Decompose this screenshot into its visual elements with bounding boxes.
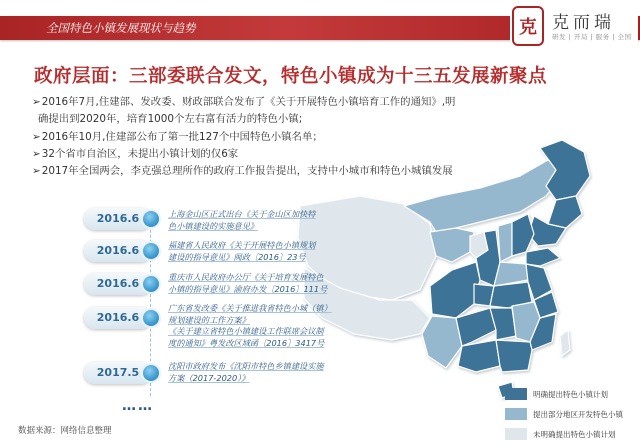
map-region-taiwan: [560, 330, 570, 356]
legend-label: 未明确提出特色小镇计划: [533, 430, 616, 439]
timeline-date: 2016.6: [84, 208, 152, 230]
timeline-entry: [168, 303, 378, 349]
timeline-entry-line: 广东省发改委《关于推进我省特色小城（镇）: [168, 303, 332, 313]
legend-swatch-mid: [505, 408, 527, 420]
map-region-shandong: [526, 248, 560, 266]
timeline-entry-line: 上海金山区正式出台《关于金山区加快特: [168, 209, 316, 219]
timeline-entry: [168, 361, 378, 384]
legend-item: [505, 424, 635, 444]
timeline-entry-line: 方案（2017-2020）》: [168, 372, 250, 383]
timeline-entry-line: 《关于建立省特色小镇建设工作联席会议制: [168, 326, 324, 336]
bullet-arrow-icon: ➢: [32, 130, 41, 143]
bullet-arrow-icon: ➢: [32, 165, 41, 178]
bullet-text: 2016年10月,住建部公布了第一批127个中国特色小镇名单；: [41, 130, 323, 143]
map-region-gansu: [430, 228, 474, 262]
legend-label: 明确提出特色小镇计划: [533, 390, 608, 399]
timeline-dot-icon: [143, 276, 159, 292]
timeline-entry-line: 小镇的指导意见》渝府办发〔2016〕111号: [168, 283, 328, 294]
logo-name: 克而瑞: [552, 13, 615, 33]
timeline-entry: [168, 272, 378, 295]
timeline-entry-line: 重庆市人民政府办公厅《关于培育发展特色: [168, 272, 324, 282]
bullet-arrow-icon: ➢: [32, 96, 41, 108]
timeline-entry: [168, 240, 378, 263]
timeline-entry-line: 福建省人民政府《关于开展特色小镇规划: [168, 240, 316, 250]
map-region-northeast-2: [548, 196, 582, 228]
logo-subtitle: 研发 | 开局 | 服务 | 全国: [552, 33, 632, 41]
bullet-item: [32, 163, 622, 180]
timeline-date: 2016.6: [84, 273, 152, 295]
map-region-yunnan: [422, 316, 462, 368]
data-source-note: 数据来源：网络信息整理: [18, 426, 112, 436]
timeline-entry-line: 建设的指导意见》闽政〔2016〕23号: [168, 251, 306, 262]
legend-label: 提出部分地区开发特色小镇: [533, 410, 623, 419]
timeline-dot-icon: [143, 243, 159, 259]
timeline-dot-icon: [143, 310, 159, 326]
map-region-hebei: [512, 214, 534, 256]
bullet-text: 2016年7月,住建部、发改委、财政部联合发布了《关于开展特色小镇培育工作的通知》,明: [41, 96, 456, 108]
map-region-shanxi: [498, 222, 512, 262]
company-logo: [510, 2, 638, 50]
timeline-entry: [168, 209, 378, 232]
bullet-continuation: 确提出到2020年，培育1000个左右富有活力的特色小镇;: [38, 113, 303, 126]
timeline-date: 2016.6: [84, 240, 152, 262]
map-legend: [505, 384, 635, 444]
map-region-hunan: [490, 308, 516, 340]
map-region-sichuan: [430, 262, 480, 318]
timeline-entry-line: 沈阳市政府发布《沈阳市特色乡镇建设实施: [168, 361, 324, 371]
map-region-guangdong: [496, 340, 532, 372]
bullet-list: [32, 94, 622, 180]
timeline-date: 2017.5: [84, 362, 152, 384]
timeline-dot-icon: [143, 365, 159, 381]
bullet-item: [32, 146, 622, 163]
timeline-ellipsis: ……: [122, 398, 154, 414]
timeline-date: 2016.6: [84, 307, 152, 329]
timeline-entry-line: 度的通知》粤发改区域函〔2016〕3417号: [168, 337, 325, 348]
bullet-item: [32, 129, 622, 146]
timeline-entry-line: 规划建设的工作方案》: [168, 314, 250, 325]
bullet-text: 2017年全国两会，李克强总理所作的政府工作报告提出，支持中小城市和特色小城镇发展: [41, 165, 453, 178]
legend-item: [505, 384, 635, 404]
page-heading: 政府层面：三部委联合发文，特色小镇成为十三五发展新聚点: [34, 66, 548, 87]
timeline-entry-line: 色小镇建设的实施意见》: [168, 220, 259, 231]
timeline-dot-icon: [143, 211, 159, 227]
legend-swatch-light: [505, 428, 527, 440]
bullet-text: 32个省市自治区，未提出小镇计划的仅6家: [41, 147, 239, 160]
bullet-item: [32, 94, 622, 129]
logo-seal-icon: 克: [512, 6, 544, 46]
bullet-arrow-icon: ➢: [32, 147, 41, 160]
legend-item: [505, 404, 635, 424]
section-title: 全国特色小镇发展现状与趋势: [46, 21, 196, 35]
legend-swatch-dark: [505, 388, 527, 400]
